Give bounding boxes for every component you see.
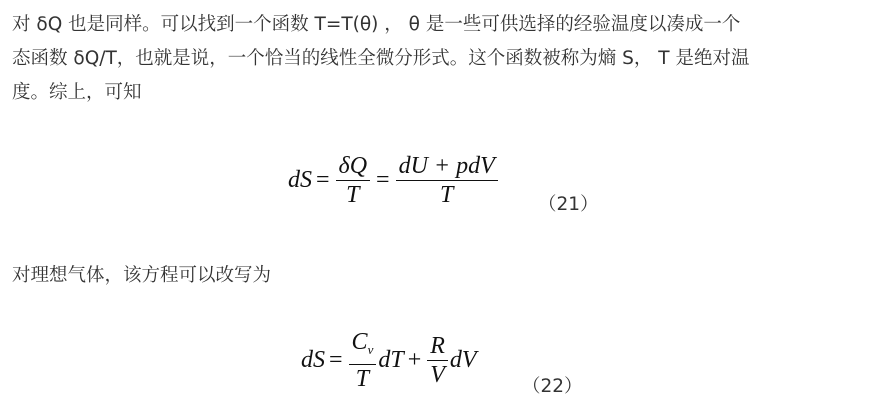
eq22-fraction-1 bbox=[349, 329, 377, 392]
eq21-frac1-numerator: δQ bbox=[336, 153, 371, 181]
paragraph-entropy-definition bbox=[12, 8, 878, 110]
eq22-cv-base: C bbox=[351, 328, 368, 355]
eq22-frac1-numerator bbox=[349, 329, 377, 365]
eq22-plus: + bbox=[407, 346, 422, 373]
text-line-2: 态函数 δQ/T，也就是说，一个恰当的线性全微分形式。这个函数被称为熵 S， T 是绝对温 bbox=[12, 48, 750, 69]
eq21-equals-1: = bbox=[316, 166, 330, 193]
equation-number-22: （22） bbox=[522, 376, 583, 397]
equation-22 bbox=[301, 330, 477, 390]
text-line-4: 对理想气体，该方程可以改写为 bbox=[12, 265, 272, 286]
paragraph-ideal-gas bbox=[12, 259, 878, 293]
eq21-fraction-1 bbox=[336, 153, 371, 208]
equation-number-21: （21） bbox=[538, 194, 599, 215]
eq21-equals-2: = bbox=[376, 166, 390, 193]
eq22-cv-subscript: v bbox=[367, 341, 374, 357]
text-line-1: 对 δQ 也是同样。可以找到一个函数 T=T(θ) ， θ 是一些可供选择的经验温度以凑成一个 bbox=[12, 14, 741, 35]
eq22-equals: = bbox=[329, 346, 343, 373]
eq22-lhs: dS bbox=[301, 346, 325, 373]
eq22-term-dV: dV bbox=[449, 346, 477, 373]
eq22-frac1-denominator: T bbox=[355, 365, 370, 392]
eq21-frac1-denominator: T bbox=[346, 181, 360, 208]
equation-21 bbox=[288, 150, 500, 210]
eq21-lhs: dS bbox=[288, 166, 312, 193]
eq22-term-dT: dT bbox=[378, 346, 404, 373]
eq22-frac2-numerator: R bbox=[427, 333, 448, 361]
eq21-frac2-numerator: dU + pdV bbox=[396, 153, 498, 181]
eq21-fraction-2 bbox=[396, 153, 498, 208]
eq22-fraction-2 bbox=[427, 333, 448, 388]
eq21-frac2-denominator: T bbox=[440, 181, 454, 208]
eq22-frac2-denominator: V bbox=[430, 361, 445, 388]
text-line-3: 度。综上，可知 bbox=[12, 82, 142, 103]
